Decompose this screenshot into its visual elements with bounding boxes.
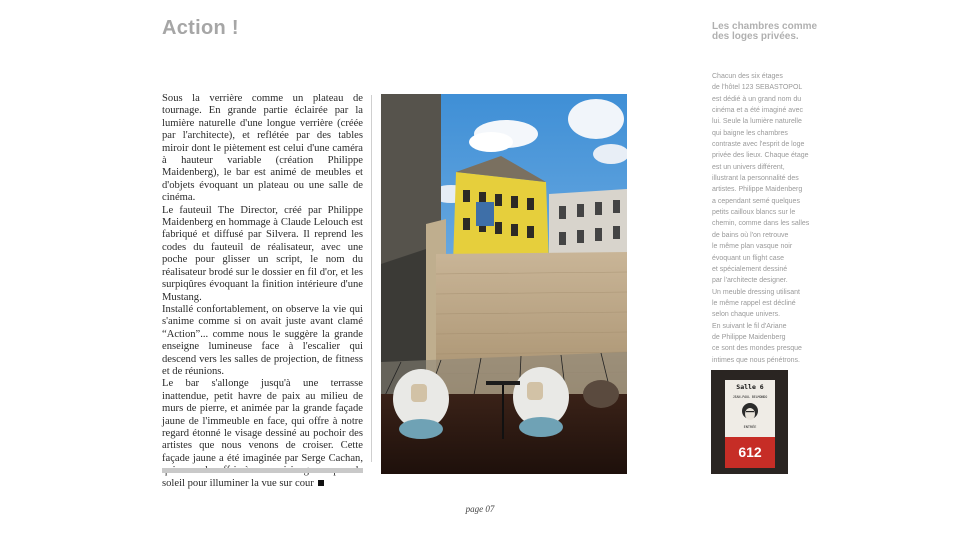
badge-room-number: 612	[738, 444, 762, 460]
article-body	[162, 93, 363, 490]
sidebar-line: cinéma et a été imaginé avec	[712, 107, 804, 115]
page-number: page 07	[465, 504, 495, 514]
column-divider	[371, 95, 372, 462]
badge-name: JEAN-PAUL BELMONDO	[732, 395, 768, 399]
terrace-photo	[381, 94, 627, 474]
sidebar-line: petits cailloux blancs sur le	[712, 209, 796, 217]
sidebar-title: Les chambres comme des loges privées.	[712, 21, 818, 42]
sidebar-line: lui. Seule la lumière naturelle	[712, 118, 802, 126]
badge-entree: ENTRÉE	[743, 425, 757, 429]
sidebar-line: En suivant le fil d'Ariane	[712, 322, 787, 330]
sidebar-line: selon chaque univers.	[712, 311, 781, 319]
sidebar-line: contraste avec l'esprit de loge	[712, 141, 805, 149]
sidebar-line: a cependant semé quelques	[712, 197, 800, 205]
sidebar-line: illustrant la personnalité des	[712, 175, 799, 183]
sidebar-line: évoquant un flight case	[712, 254, 784, 262]
sidebar-line: ce sont des mondes presque	[712, 345, 802, 353]
sidebar-line: et spécialement dessiné	[712, 265, 788, 273]
badge-salle: Salle 6	[736, 383, 764, 391]
sidebar-line: de l'hôtel 123 SEBASTOPOL	[712, 84, 803, 92]
sidebar-line: de bains où l'on retrouve	[712, 231, 789, 239]
paragraph-3: Installé confortablement, on observe la vie qui s'anime comme si on avait juste avant clamé “Action”... comme nous le suggère la grande enseigne lumineuse face à l'escalier qui descend vers les salles de projection, de fitness et de réunions.	[162, 303, 363, 377]
sidebar-line: le même rappel est décliné	[712, 299, 796, 307]
sidebar-line: le même plan vasque noir	[712, 243, 793, 251]
sidebar-line: Un meuble dressing utilisant	[712, 288, 800, 296]
sidebar-line: par l'architecte designer.	[712, 277, 788, 285]
sidebar-text	[712, 71, 822, 366]
terrace-photo-illustration	[381, 94, 627, 474]
room-door-photo	[711, 370, 788, 474]
room-sign-illustration	[711, 370, 788, 474]
sidebar-line: qui baigne les chambres	[712, 129, 788, 137]
paragraph-1: Sous la verrière comme un plateau de tournage. En grande partie éclairée par la lumière naturelle d'une longue verrière (créée par l'architecte), et reflétée par des tables miroir dont le piètement est celui d'une caméra à hauteur variable (création Philippe Maidenberg), le bar est animé de meubles et d'objets évoquant un plateau ou une salle de cinéma.	[162, 93, 363, 204]
sidebar-line: est dédié à un grand nom du	[712, 95, 802, 103]
sidebar-line: Chacun des six étages	[712, 73, 783, 80]
sidebar-line: est un univers différent,	[712, 163, 785, 171]
paragraph-4: Le bar s'allonge jusqu'à une terrasse inattendue, petit havre de paix au milieu de murs de pierre, et animée par la grande façade jaune de l'immeuble en face, qui offre à notre regard étonné le visage dessiné au pochoir des artistes que nous venons de croiser. Cette façade jaune a été imaginée par Serge Cachan, soleil pour illuminer la vue sur cour	[162, 378, 363, 489]
page-title: Action !	[162, 17, 239, 39]
sidebar-line: chemin, comme dans les salles	[712, 220, 810, 228]
column-bottom-bar	[162, 468, 363, 473]
sidebar-line: intimes que nous pénétrons.	[712, 356, 800, 364]
paragraph-2: Le fauteuil The Director, créé par Philippe Maidenberg en hommage à Claude Lelouch est fabriqué et diffusé par Silvera. Il reprend les codes du fauteuil de réalisateur, avec une poche pour glisser un script, le nom du réalisateur brodé sur le dossier en fil d'or, et les surpiqûres évoquant la finition intérieure d'une Mustang.	[162, 204, 363, 303]
sidebar-line: artistes. Philippe Maidenberg	[712, 186, 803, 194]
sidebar-line: privée des lieux. Chaque étage	[712, 152, 809, 160]
sidebar-line: de Philippe Maidenberg	[712, 333, 786, 341]
